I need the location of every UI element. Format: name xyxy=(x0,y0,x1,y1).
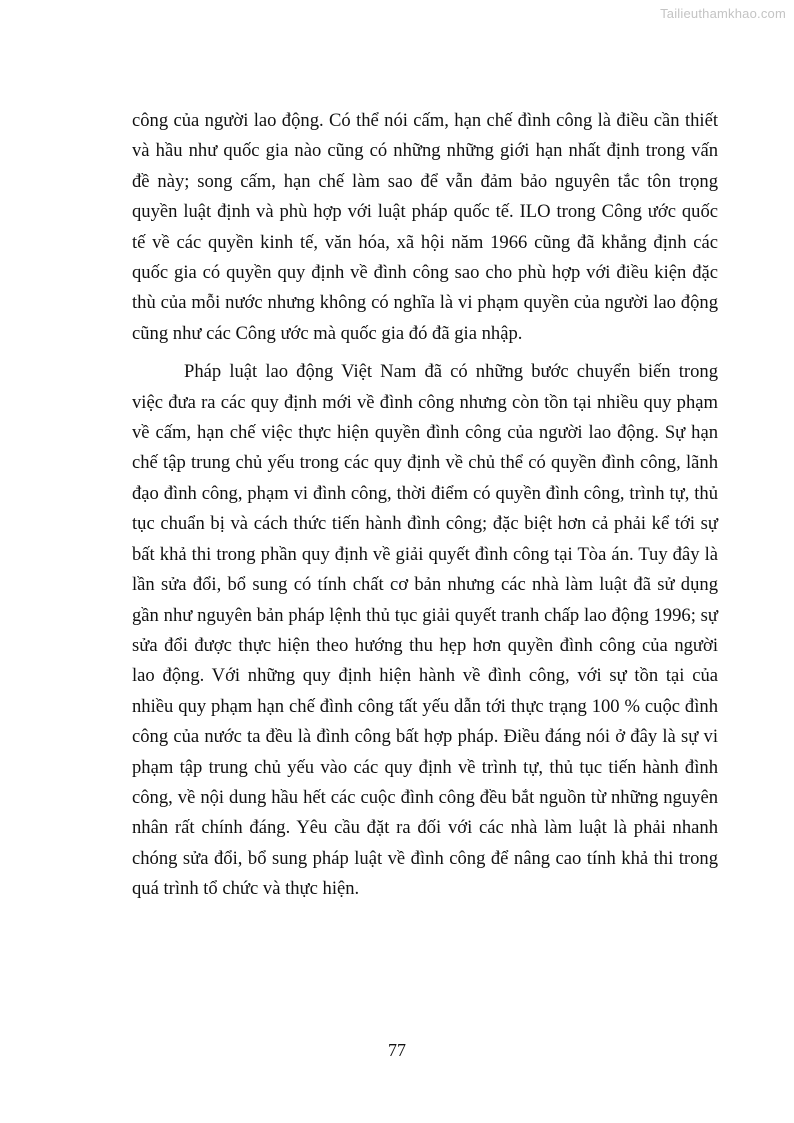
text-line: tế về các quyền kinh tế, văn hóa, xã hội năm 1966 cũng đã khẳng định các xyxy=(132,231,718,253)
watermark-text: Tailieuthamkhao.com xyxy=(660,6,786,21)
text-line: cũng như các Công ước mà quốc gia đó đã gia nhập. xyxy=(132,322,523,344)
text-line: và hầu như quốc gia nào cũng có những những giới hạn nhất định trong vấn xyxy=(132,140,718,162)
text-line: phạm tập trung chủ yếu vào các quy định về trình tự, thủ tục tiến hành đình xyxy=(132,756,718,778)
text-line: nhiều quy phạm hạn chế đình công tất yếu dẫn tới thực trạng 100 % cuộc đình xyxy=(132,695,718,717)
text-line: lần sửa đổi, bổ sung có tính chất cơ bản nhưng các nhà làm luật đã sử dụng xyxy=(132,574,718,596)
text-line: nhân rất chính đáng. Yêu cầu đặt ra đối với các nhà làm luật là phải nhanh xyxy=(132,817,718,839)
text-line: sửa đổi được thực hiện theo hướng thu hẹp hơn quyền đình công của người xyxy=(132,634,718,656)
text-line: lao động. Với những quy định hiện hành về đình công, với sự tồn tại của xyxy=(132,665,718,687)
text-line: tục chuẩn bị và cách thức tiến hành đình công; đặc biệt hơn cả phải kể tới sự xyxy=(132,513,718,535)
document-body xyxy=(132,106,718,905)
text-line: đạo đình công, phạm vi đình công, thời điểm có quyền đình công, trình tự, thủ xyxy=(132,482,718,504)
text-line: chóng sửa đổi, bổ sung pháp luật về đình công để nâng cao tính khả thi trong xyxy=(132,847,718,869)
text-line: quốc gia có quyền quy định về đình công sao cho phù hợp với điều kiện đặc xyxy=(132,262,718,284)
paragraph-2 xyxy=(132,357,718,904)
text-line: công của người lao động. Có thể nói cấm, hạn chế đình công là điều cần thiết xyxy=(132,110,718,131)
text-line: quyền luật định và phù hợp với luật pháp quốc tế. ILO trong Công ước quốc xyxy=(132,201,718,223)
text-line: bất khả thi trong phần quy định về giải quyết đình công tại Tòa án. Tuy đây là xyxy=(132,543,718,565)
text-line: việc đưa ra các quy định mới về đình công nhưng còn tồn tại nhiều quy phạm xyxy=(132,391,718,413)
text-line: Pháp luật lao động Việt Nam đã có những bước chuyển biến trong xyxy=(184,361,718,383)
text-line: đề này; song cấm, hạn chế làm sao để vẫn đảm bảo nguyên tắc tôn trọng xyxy=(132,170,718,192)
text-line: thù của mỗi nước nhưng không có nghĩa là vi phạm quyền của người lao động xyxy=(132,292,718,314)
text-line: quá trình tổ chức và thực hiện. xyxy=(132,878,360,900)
text-line: gần như nguyên bản pháp lệnh thủ tục giải quyết tranh chấp lao động 1996; sự xyxy=(132,604,718,626)
text-line: công, về nội dung hầu hết các cuộc đình công đều bắt nguồn từ những nguyên xyxy=(132,786,718,808)
paragraph-1 xyxy=(132,106,718,349)
text-line: chế tập trung chủ yếu trong các quy định về chủ thể có quyền đình công, lãnh xyxy=(132,452,718,474)
text-line: về cấm, hạn chế việc thực hiện quyền đình công của người lao động. Sự hạn xyxy=(132,422,718,444)
page-number: 77 xyxy=(388,1040,406,1060)
text-line: công của nước ta đều là đình công bất hợp pháp. Điều đáng nói ở đây là sự vi xyxy=(132,726,718,748)
